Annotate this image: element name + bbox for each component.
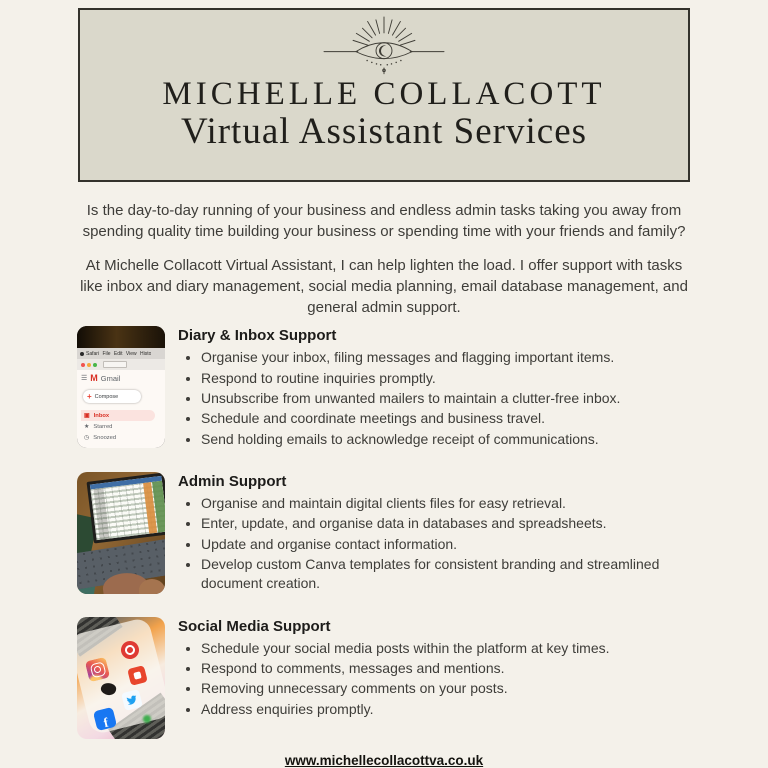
bullet-item: • Organise and maintain digital clients files for easy retrieval. xyxy=(201,494,691,513)
section-heading: Social Media Support xyxy=(178,617,331,635)
bullet-item: • Unsubscribe from unwanted mailers to maintain a clutter-free inbox. xyxy=(201,389,691,408)
footer xyxy=(0,752,768,768)
section-social-media xyxy=(77,617,691,739)
phone-social-apps-image xyxy=(77,617,165,739)
bullet-item: • Removing unnecessary comments on your posts. xyxy=(201,679,691,698)
bullet-item: • Respond to routine inquiries promptly. xyxy=(201,369,691,388)
gmail-logo-icon: M xyxy=(90,373,98,384)
snoozed-label: Snoozed xyxy=(93,434,117,441)
starred-label: Starred xyxy=(93,423,113,430)
photo-dark-edge xyxy=(77,326,165,348)
laptop-screen xyxy=(87,473,165,544)
website-link[interactable]: www.michellecollacottva.co.uk xyxy=(284,752,484,768)
section-heading: Admin Support xyxy=(178,473,287,491)
maximize-traffic-light-icon xyxy=(93,363,97,367)
inbox-icon: ▣ xyxy=(84,412,90,419)
section-text xyxy=(178,326,691,450)
starred-nav-item xyxy=(81,421,165,432)
gmail-sidebar xyxy=(77,370,165,448)
compose-button xyxy=(83,390,141,403)
gmail-inbox-image xyxy=(77,326,165,448)
services-list xyxy=(77,326,691,738)
section-text xyxy=(178,617,691,739)
close-traffic-light-icon xyxy=(81,363,85,367)
laptop-spreadsheet-image xyxy=(77,472,165,594)
section-text xyxy=(178,472,691,595)
browser-toolbar xyxy=(77,359,165,370)
bullet-item: • Develop custom Canva templates for consistent branding and streamlined document creation. xyxy=(201,555,691,594)
twitter-bird-icon xyxy=(125,692,140,707)
inbox-label: Inbox xyxy=(93,412,110,419)
minimize-traffic-light-icon xyxy=(87,363,91,367)
header-box xyxy=(78,8,690,182)
bullet-item: • Organise your inbox, filing messages and flagging important items. xyxy=(201,348,691,367)
intro-paragraph-2: At Michelle Collacott Virtual Assistant, I can help lighten the load. I offer support with tasks like inbox and diary management, social media planning, email database management, and general admin support. xyxy=(80,256,688,317)
bullet-list xyxy=(178,494,691,594)
facebook-icon: f xyxy=(93,706,117,730)
compose-label: Compose xyxy=(94,393,119,400)
bullet-item: • Respond to comments, messages and mentions. xyxy=(201,659,691,678)
bullet-item: • Address enquiries promptly. xyxy=(201,700,691,719)
bullet-item: • Send holding emails to acknowledge receipt of communications. xyxy=(201,430,691,449)
intro-paragraph-1: Is the day-to-day running of your business and endless admin tasks taking you away from spending quality time building your business or spending time with your friends and family? xyxy=(82,202,686,241)
brand-subtitle: Virtual Assistant Services xyxy=(180,110,588,152)
mystic-eye-logo-icon xyxy=(318,16,450,76)
plus-icon: + xyxy=(87,391,92,401)
bullet-item: • Schedule your social media posts within the platform at key times. xyxy=(201,639,691,658)
brand-name: MICHELLE COLLACOTT xyxy=(162,76,606,112)
star-icon: ★ xyxy=(84,423,90,430)
clock-icon: ◷ xyxy=(84,434,90,441)
logo-wrap xyxy=(80,15,688,77)
bullet-item: • Enter, update, and organise data in databases and spreadsheets. xyxy=(201,514,691,533)
apple-icon xyxy=(80,352,84,356)
address-bar xyxy=(103,361,127,368)
gmail-logo-row xyxy=(81,374,165,383)
typing-hand xyxy=(139,579,165,594)
gmail-wordmark: Gmail xyxy=(100,374,121,384)
hamburger-menu-icon: ☰ xyxy=(81,375,88,383)
section-diary-inbox xyxy=(77,326,691,450)
green-dot xyxy=(143,715,151,723)
bullet-item: • Schedule and coordinate meetings and business travel. xyxy=(201,409,691,428)
bullet-item: • Update and organise contact information. xyxy=(201,535,691,554)
section-admin xyxy=(77,472,691,595)
inbox-nav-item xyxy=(81,410,155,421)
safari-menubar xyxy=(77,348,165,359)
menubar-text: Safari File Edit View Histo xyxy=(86,350,152,357)
bullet-list xyxy=(178,639,691,719)
bullet-list xyxy=(178,348,691,449)
snoozed-nav-item xyxy=(81,432,165,443)
section-heading: Diary & Inbox Support xyxy=(178,327,337,345)
